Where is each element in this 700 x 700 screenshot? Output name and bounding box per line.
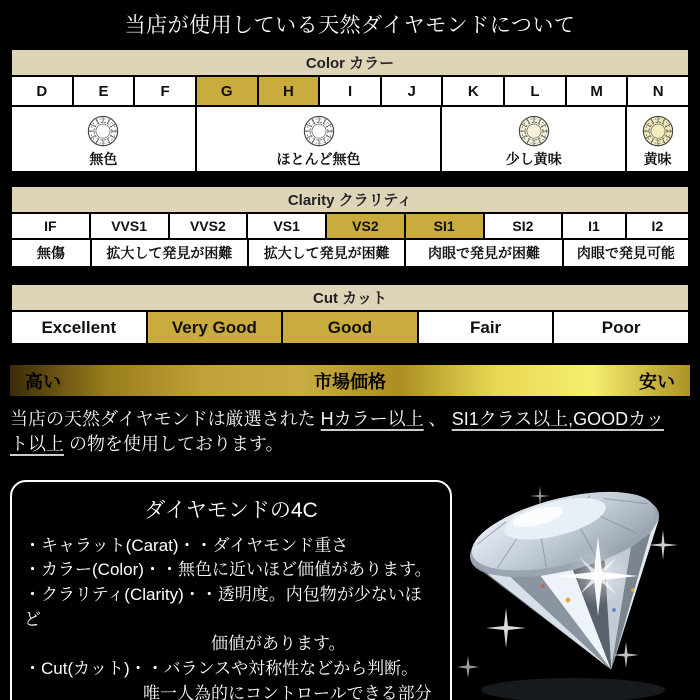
four-c-title: ダイヤモンドの4C bbox=[144, 498, 318, 522]
color-grade-cell: E bbox=[74, 77, 134, 105]
clarity-grade-cell: I2 bbox=[627, 214, 688, 238]
color-grade-cell: J bbox=[382, 77, 442, 105]
color-group-label: 無色 bbox=[89, 150, 118, 167]
note-segment: の物を使用しております。 bbox=[69, 433, 284, 454]
diamond-photo bbox=[448, 450, 700, 700]
clarity-grade-cell: SI2 bbox=[485, 214, 562, 238]
page-title: 当店が使用している天然ダイヤモンドについて bbox=[124, 14, 576, 37]
four-c-line: 唯一人為的にコントロールできる部分 bbox=[24, 683, 432, 700]
four-c-line: 価値があります。 bbox=[24, 634, 346, 654]
four-c-line: ・カラー(Color)・・無色に近いほど価値があります。 bbox=[24, 560, 432, 580]
diamond-top-view-icon bbox=[302, 115, 336, 151]
four-c-line: ・クラリティ(Clarity)・・透明度。内包物が少ないほど bbox=[24, 584, 422, 629]
note-segment: 、 bbox=[428, 409, 447, 429]
four-c-line: ・キャラット(Carat)・・ダイヤモンド重さ bbox=[24, 535, 349, 555]
four-c-line: ・Cut(カット)・・バランスや対称性などから判断。 bbox=[24, 658, 419, 678]
color-grade-cell: D bbox=[12, 77, 72, 105]
clarity-description-cell: 拡大して発見が困難 bbox=[92, 240, 247, 266]
note-segment: Hカラー以上 bbox=[320, 409, 424, 429]
color-table-header: Color カラー bbox=[12, 50, 688, 75]
clarity-table bbox=[10, 185, 690, 268]
clarity-grade-cell: VS2 bbox=[327, 214, 404, 238]
color-grade-cell: M bbox=[567, 77, 627, 105]
cut-grade-cell: Poor bbox=[554, 312, 688, 343]
four-c-box bbox=[10, 480, 452, 700]
color-grade-row bbox=[12, 77, 688, 105]
cut-grade-cell: Good bbox=[283, 312, 417, 343]
note-segment: SI1クラス以上,GOODカット以上 bbox=[10, 409, 664, 454]
clarity-table-header: Clarity クラリティ bbox=[12, 187, 688, 212]
diamond-top-view-icon bbox=[641, 115, 675, 151]
color-grade-cell: I bbox=[320, 77, 380, 105]
color-group-row bbox=[12, 107, 688, 171]
clarity-grade-row bbox=[12, 214, 688, 238]
color-grade-cell: F bbox=[135, 77, 195, 105]
diamond-top-view-icon bbox=[86, 115, 120, 151]
color-grade-cell: L bbox=[505, 77, 565, 105]
cut-grade-cell: Excellent bbox=[12, 312, 146, 343]
cut-table bbox=[10, 283, 690, 345]
cut-grade-cell: Fair bbox=[419, 312, 553, 343]
color-group-cell bbox=[442, 107, 625, 171]
color-group-cell bbox=[627, 107, 688, 171]
clarity-description-cell: 拡大して発見が困難 bbox=[249, 240, 404, 266]
color-grade-cell: G bbox=[197, 77, 257, 105]
clarity-description-cell: 肉眼で発見可能 bbox=[564, 240, 688, 266]
price-label-title: 市場価格 bbox=[314, 371, 386, 392]
clarity-description-cell: 無傷 bbox=[12, 240, 90, 266]
color-group-label: ほとんど無色 bbox=[276, 150, 361, 167]
color-group-label: 少し黄味 bbox=[505, 150, 562, 167]
cut-grade-cell: Very Good bbox=[148, 312, 282, 343]
market-price-bar bbox=[10, 365, 690, 396]
color-group-cell bbox=[12, 107, 195, 171]
clarity-grade-cell: IF bbox=[12, 214, 89, 238]
price-label-high: 高い bbox=[25, 371, 61, 392]
four-c-lines bbox=[24, 534, 438, 700]
clarity-grade-cell: I1 bbox=[563, 214, 624, 238]
clarity-grade-cell: VVS2 bbox=[170, 214, 247, 238]
color-table bbox=[10, 48, 690, 173]
color-group-cell bbox=[197, 107, 441, 171]
color-grade-cell: H bbox=[259, 77, 319, 105]
color-grade-cell: N bbox=[628, 77, 688, 105]
diamond-top-view-icon bbox=[517, 115, 551, 151]
color-grade-cell: K bbox=[443, 77, 503, 105]
clarity-grade-cell: SI1 bbox=[406, 214, 483, 238]
cut-grade-row bbox=[12, 312, 688, 343]
clarity-description-row bbox=[12, 240, 688, 266]
cut-table-header: Cut カット bbox=[12, 285, 688, 310]
color-group-label: 黄味 bbox=[643, 150, 672, 167]
clarity-grade-cell: VS1 bbox=[248, 214, 325, 238]
price-label-low: 安い bbox=[639, 371, 675, 392]
note-segment: 当店の天然ダイヤモンドは厳選された bbox=[10, 409, 316, 429]
clarity-grade-cell: VVS1 bbox=[91, 214, 168, 238]
clarity-description-cell: 肉眼で発見が困難 bbox=[406, 240, 561, 266]
